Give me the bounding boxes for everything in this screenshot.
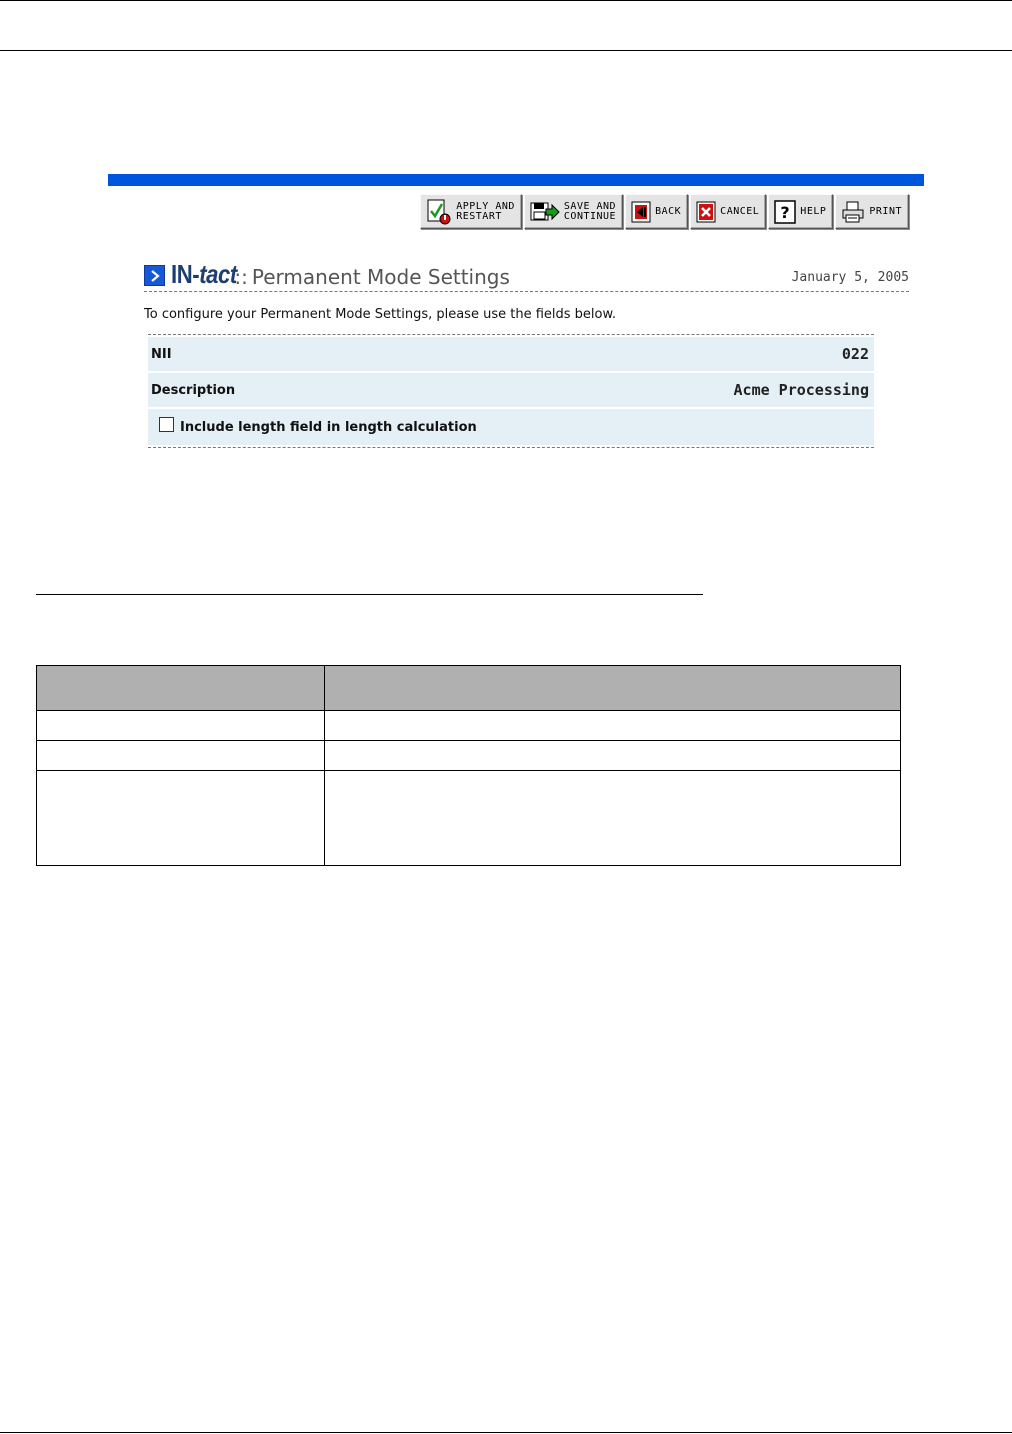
page-footer-rule — [0, 1432, 1012, 1433]
save-continue-icon — [530, 200, 560, 224]
include-length-checkbox[interactable] — [159, 417, 174, 432]
parameter-table — [36, 665, 901, 866]
page-date: January 5, 2005 — [791, 270, 909, 285]
page-title: Permanent Mode Settings — [251, 265, 510, 289]
table-cell — [325, 771, 901, 866]
cancel-icon — [696, 201, 716, 223]
apply-restart-icon — [426, 199, 452, 225]
back-icon — [631, 201, 651, 223]
save-button-label: SAVE AND CONTINUE — [563, 200, 617, 222]
back-button[interactable] — [625, 194, 688, 229]
nii-value: 022 — [841, 345, 869, 363]
description-label: Description — [151, 382, 236, 398]
save-and-continue-button[interactable] — [524, 194, 623, 229]
cancel-button[interactable] — [690, 194, 766, 229]
table-cell — [37, 771, 325, 866]
table-cell — [325, 741, 901, 771]
settings-form — [148, 334, 874, 448]
page-header-rule — [0, 50, 1012, 51]
table-header-cell — [37, 666, 325, 711]
table-row — [37, 741, 901, 771]
print-button[interactable] — [835, 194, 909, 229]
help-button[interactable] — [768, 194, 833, 229]
page-top-rule — [0, 0, 1012, 1]
cancel-button-label: CANCEL — [720, 205, 760, 217]
nii-label: NII — [151, 346, 172, 362]
table-header-row — [37, 666, 901, 711]
table-header-cell — [325, 666, 901, 711]
table-row — [37, 711, 901, 741]
table-cell — [37, 741, 325, 771]
title-separator: :: — [234, 265, 248, 289]
apply-button-label: APPLY AND RESTART — [456, 200, 515, 222]
brand-logo: IN-tact — [171, 259, 237, 289]
include-length-row — [148, 409, 874, 445]
table-row — [37, 771, 901, 866]
printer-icon — [841, 201, 865, 223]
print-button-label: PRINT — [869, 205, 902, 217]
description-row — [148, 373, 874, 407]
accent-bar — [108, 174, 924, 186]
svg-text:?: ? — [780, 202, 790, 222]
nii-row — [148, 337, 874, 371]
intro-text: To configure your Permanent Mode Settings, please use the fields below. — [144, 307, 617, 322]
apply-and-restart-button[interactable] — [420, 194, 522, 229]
chevron-right-icon — [144, 265, 165, 286]
help-icon — [774, 200, 796, 224]
table-cell — [37, 711, 325, 741]
include-length-label: Include length field in length calculation — [180, 419, 477, 435]
help-button-label: HELP — [800, 205, 827, 217]
description-value: Acme Processing — [733, 381, 869, 399]
toolbar — [420, 194, 909, 229]
include-length-option[interactable] — [151, 420, 477, 435]
intact-screenshot — [108, 174, 924, 454]
table-cell — [325, 711, 901, 741]
page-header — [144, 260, 909, 292]
section-heading-line — [36, 594, 703, 595]
back-button-label: BACK — [655, 205, 682, 217]
